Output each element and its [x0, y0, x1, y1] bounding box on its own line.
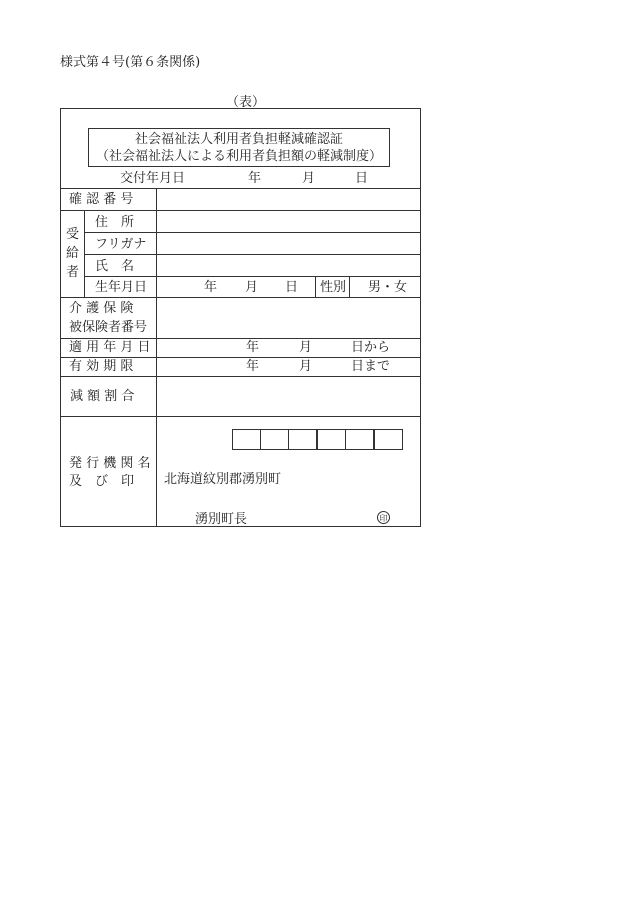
rule-insurance [61, 338, 420, 339]
address-label: 住 所 [95, 215, 135, 230]
insurance-label-line1: 介 護 保 険 [69, 301, 134, 316]
reduction-rate-label: 減 額 割 合 [70, 389, 135, 404]
rule-furigana [84, 254, 420, 255]
valid-period-label: 有 効 期 限 [69, 359, 134, 374]
seal-mark: 印 [377, 511, 390, 524]
issuer-chief: 湧別町長 [195, 512, 248, 527]
issuer-label-line2: 及 び 印 [69, 474, 135, 489]
title-line2: （社会福祉法人による利用者負担額の軽減制度） [95, 149, 382, 164]
confirmation-number-label: 確 認 番 号 [69, 192, 134, 207]
issuer-org: 北海道紋別郡湧別町 [164, 472, 282, 487]
recipient-group-divider [84, 210, 85, 297]
apply-date-year: 年 [246, 340, 260, 355]
sex-label: 性別 [320, 280, 347, 295]
issue-date-year: 年 [248, 171, 262, 186]
insurance-label-line2: 被保険者番号 [69, 320, 148, 335]
code-box-5 [345, 429, 374, 450]
rule-issue [61, 188, 420, 189]
birth-day: 日 [285, 280, 299, 295]
rule-apply [61, 357, 420, 358]
valid-period-year: 年 [246, 359, 260, 374]
title-line1: 社会福祉法人利用者負担軽減確認証 [134, 132, 343, 147]
rule-name [84, 276, 420, 277]
recipient-char-1: 受 [66, 227, 80, 242]
valid-period-suffix: 日まで [351, 359, 391, 374]
rule-reduction [61, 416, 420, 417]
side-label: （表） [226, 95, 266, 110]
issuer-label-line1: 発 行 機 関 名 [69, 456, 151, 471]
recipient-char-2: 給 [66, 246, 80, 261]
birth-year: 年 [204, 280, 218, 295]
rule-valid [61, 376, 420, 377]
form-number: 様式第４号(第６条関係) [60, 55, 201, 70]
code-box-1 [232, 429, 261, 450]
issue-date-month: 月 [302, 171, 316, 186]
code-box-6 [374, 429, 403, 450]
title-box [88, 128, 390, 167]
rule-confirm [61, 210, 420, 211]
sex-right-divider [349, 276, 350, 297]
code-box-4 [317, 429, 346, 450]
valid-period-month: 月 [299, 359, 313, 374]
apply-date-month: 月 [299, 340, 313, 355]
code-box-2 [260, 429, 289, 450]
furigana-label: フリガナ [95, 237, 147, 252]
apply-date-suffix: 日から [351, 340, 391, 355]
issue-date-day: 日 [355, 171, 369, 186]
rule-birth [61, 297, 420, 298]
issue-date-label: 交付年月日 [120, 171, 186, 186]
name-label: 氏 名 [95, 259, 135, 274]
apply-date-label: 適 用 年 月 日 [69, 340, 151, 355]
code-box-3 [288, 429, 317, 450]
certificate-card [60, 108, 421, 527]
recipient-char-3: 者 [66, 265, 80, 280]
label-column-divider [156, 188, 157, 526]
birth-month: 月 [245, 280, 259, 295]
sex-left-divider [315, 276, 316, 297]
rule-address [84, 232, 420, 233]
sex-value: 男・女 [368, 280, 408, 295]
birthdate-label: 生年月日 [95, 280, 148, 295]
